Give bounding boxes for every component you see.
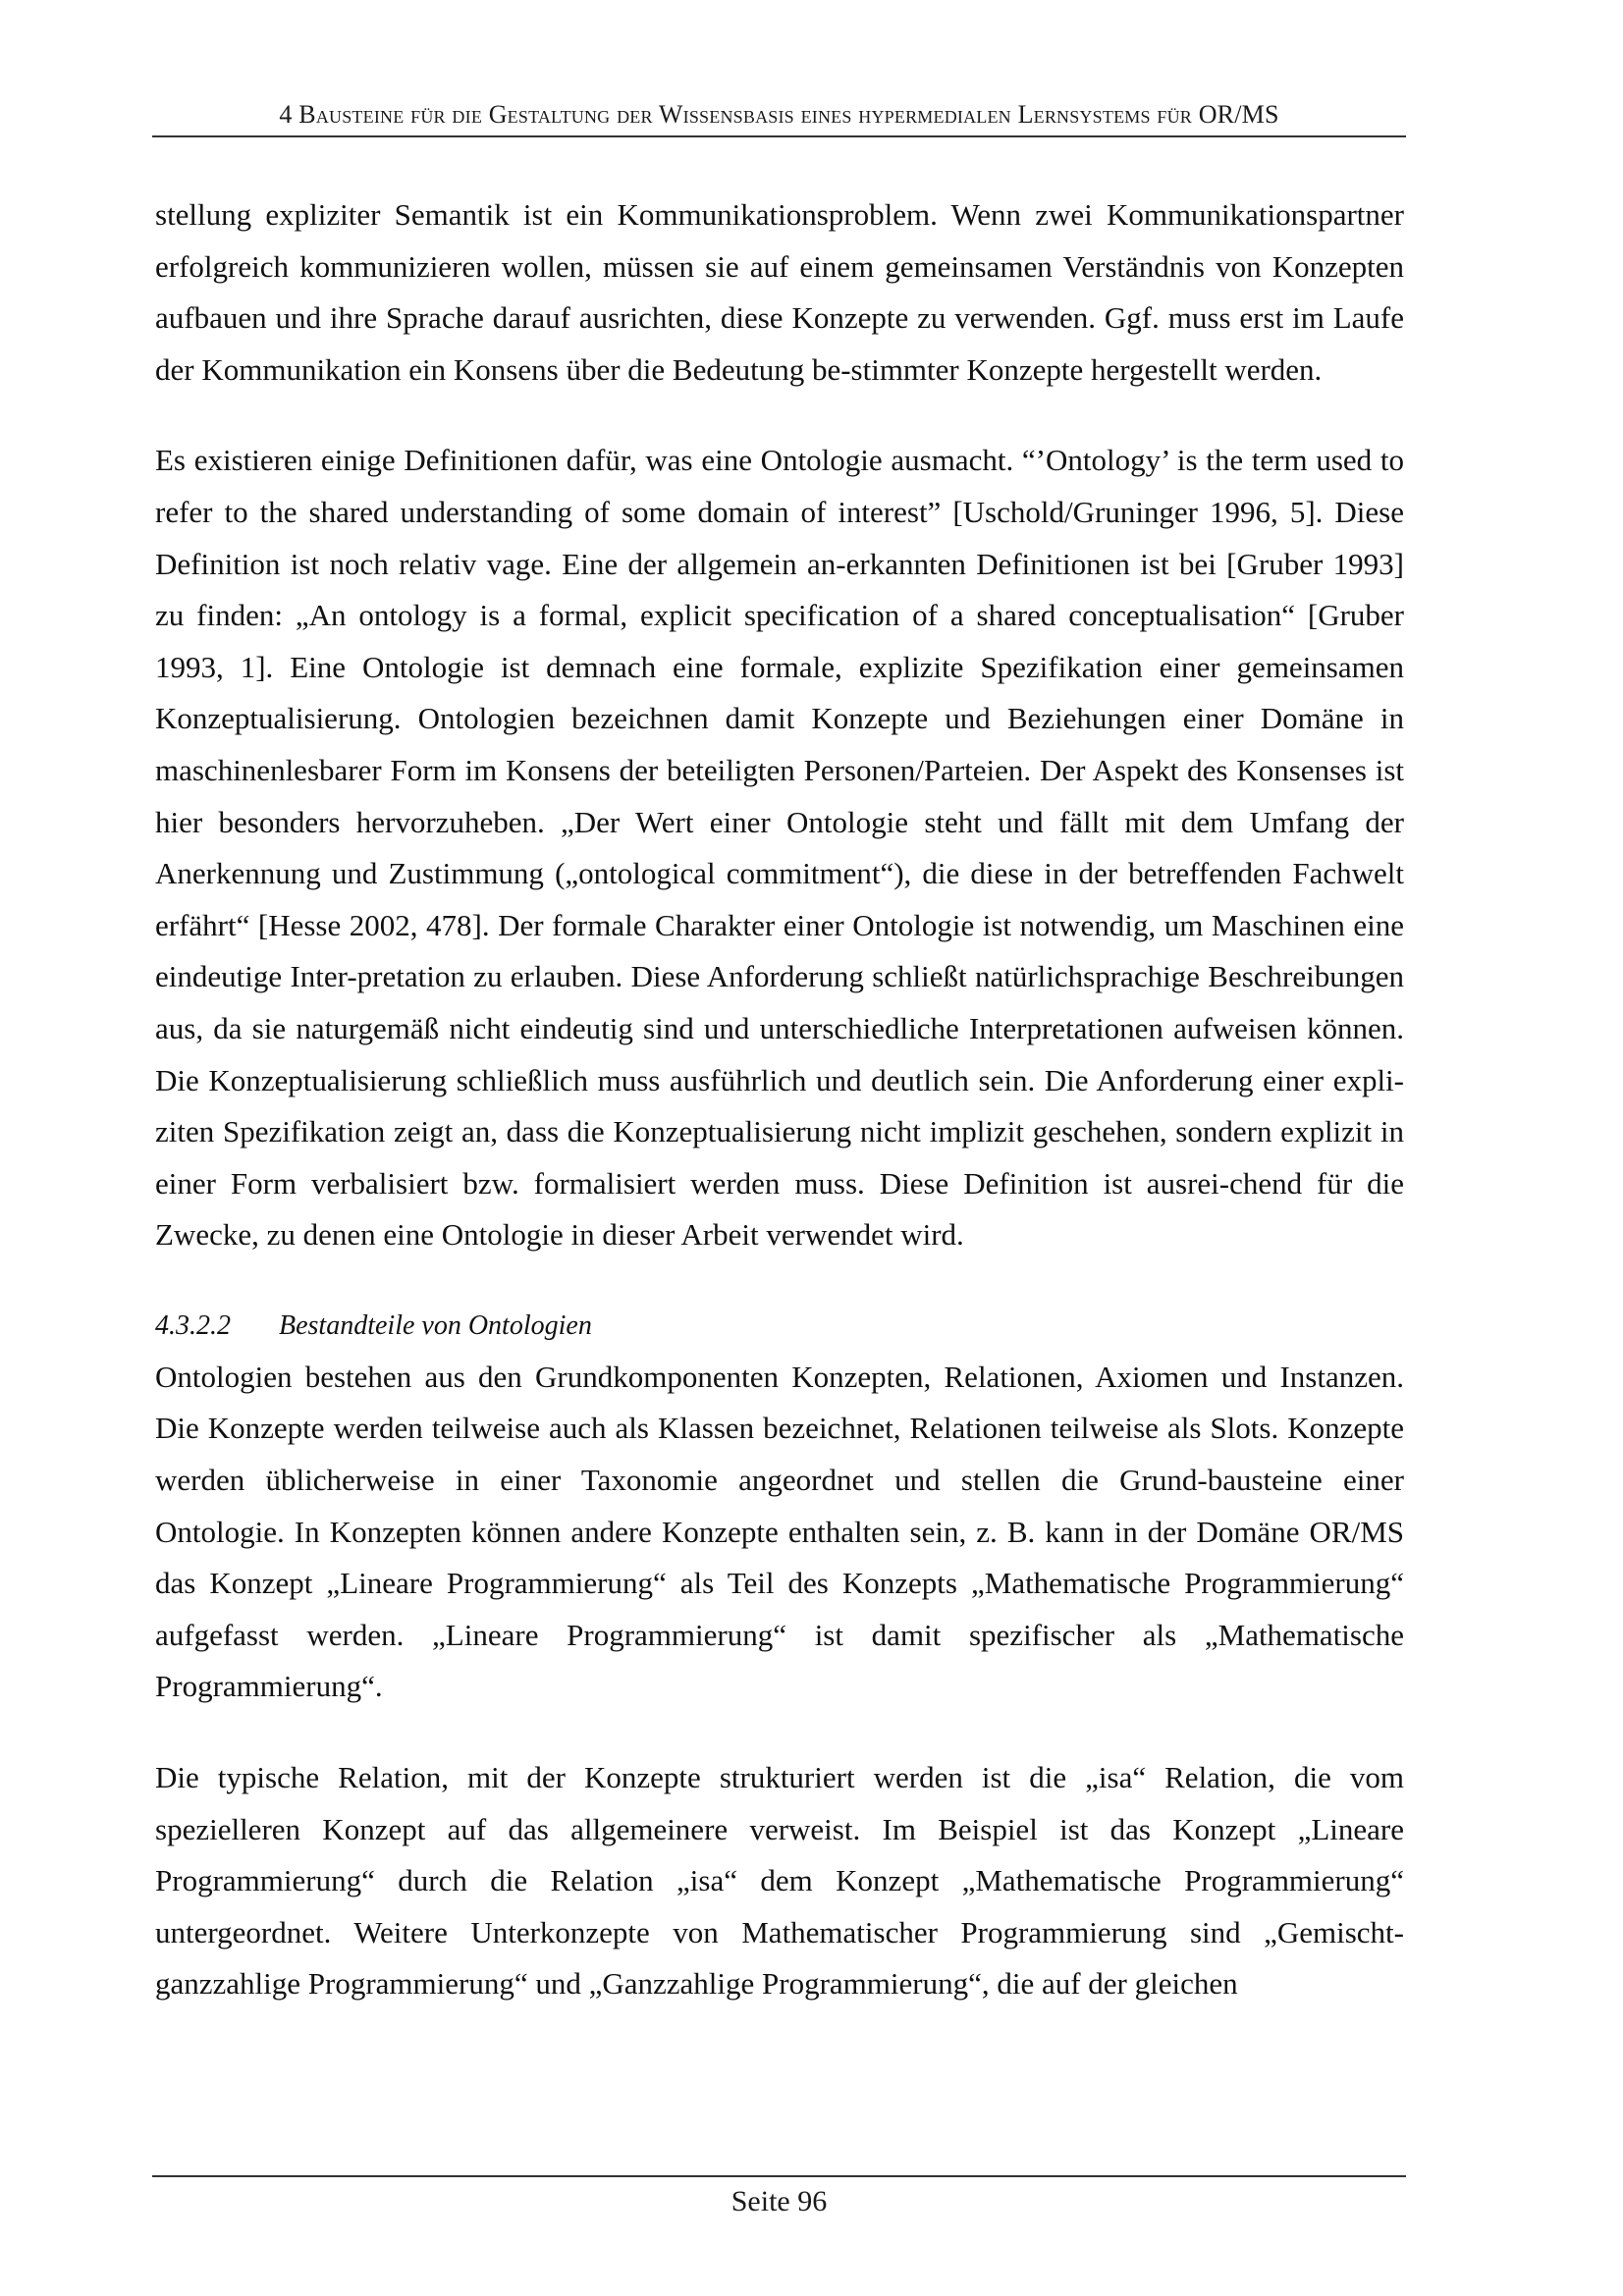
header-rule: [152, 135, 1406, 137]
paragraph-2: Es existieren einige Definitionen dafür, was eine Ontologie ausmacht. “’Ontology’ is the term used to refer to the shared understanding of some domain of interest” [Uschold/Gruninger 1996, 5]. Diese Definition ist noch relativ vage. Eine der allgemein an-erkannten Definitionen ist bei [Gruber 1993] zu finden: „An ontology is a formal, explicit specification of a shared conceptualisation“ [Gruber 1993, 1]. Eine Ontologie ist demnach eine formale, explizite Spezifikation einer gemeinsamen Konzeptualisierung. Ontologien bezeichnen damit Konzepte und Beziehungen einer Domäne in maschinenlesbarer Form im Konsens der beteiligten Personen/Parteien. Der Aspekt des Konsenses ist hier besonders hervorzuheben. „Der Wert einer Ontologie steht und fällt mit dem Umfang der Anerkennung und Zustimmung („ontological commitment“), die diese in der betreffenden Fachwelt erfährt“ [Hesse 2002, 478]. Der formale Charakter einer Ontologie ist notwendig, um Maschinen eine eindeutige Inter-pretation zu erlauben. Diese Anforderung schließt natürlichsprachige Beschreibungen aus, da sie naturgemäß nicht eindeutig sind und unterschiedliche Interpretationen aufweisen können. Die Konzeptualisierung schließlich muss ausführlich und deutlich sein. Die Anforderung einer expli-ziten Spezifikation zeigt an, dass die Konzeptualisierung nicht implizit geschehen, sondern explizit in einer Form verbalisiert bzw. formalisiert werden muss. Diese Definition ist ausrei-chend für die Zwecke, zu denen eine Ontologie in dieser Arbeit verwendet wird.: [155, 443, 1404, 1253]
section-title: Bestandteile von Ontologien: [279, 1309, 592, 1341]
paragraph-gap: [155, 1261, 1404, 1301]
section-number: 4.3.2.2: [155, 1309, 231, 1341]
paragraph-gap: [155, 1713, 1404, 1752]
page-body: [155, 189, 1404, 2010]
paragraph-4: Die typische Relation, mit der Konzepte strukturiert werden ist die „isa“ Relation, die vom spezielleren Konzept auf das allgemeinere verweist. Im Beispiel ist das Konzept „Lineare Programmierung“ durch die Relation „isa“ dem Konzept „Mathematische Programmierung“ untergeordnet. Weitere Unterkonzepte von Mathematischer Programmierung sind „Gemischt-ganzzahlige Programmierung“ und „Ganzzahlige Programmierung“, die auf der gleichen: [155, 1760, 1404, 2002]
paragraph-3: Ontologien bestehen aus den Grundkomponenten Konzepten, Relationen, Axiomen und Instanzen. Die Konzepte werden teilweise auch als Klassen bezeichnet, Relationen teilweise als Slots. Konzepte werden üblicherweise in einer Taxonomie angeordnet und stellen die Grund-bausteine einer Ontologie. In Konzepten können andere Konzepte enthalten sein, z. B. kann in der Domäne OR/MS das Konzept „Lineare Programmierung“ als Teil des Konzepts „Mathematische Programmierung“ aufgefasst werden. „Lineare Programmierung“ ist damit spezifischer als „Mathematische Programmierung“.: [155, 1359, 1404, 1704]
paragraph-gap: [155, 396, 1404, 435]
running-header: 4 Bausteine für die Gestaltung der Wissensbasis eines hypermedialen Lernsystems für OR/MS: [279, 100, 1279, 129]
paragraph-1: stellung expliziter Semantik ist ein Kommunikationsproblem. Wenn zwei Kommunikationspartner erfolgreich kommunizieren wollen, müssen sie auf einem gemeinsamen Verständnis von Konzepten aufbauen und ihre Sprache darauf ausrichten, diese Konzepte zu verwenden. Ggf. muss erst im Laufe der Kommunikation ein Konsens über die Bedeutung be-stimmter Konzepte hergestellt werden.: [155, 197, 1404, 387]
section-heading: [155, 1301, 1404, 1352]
page-number: Seite 96: [730, 2185, 828, 2217]
